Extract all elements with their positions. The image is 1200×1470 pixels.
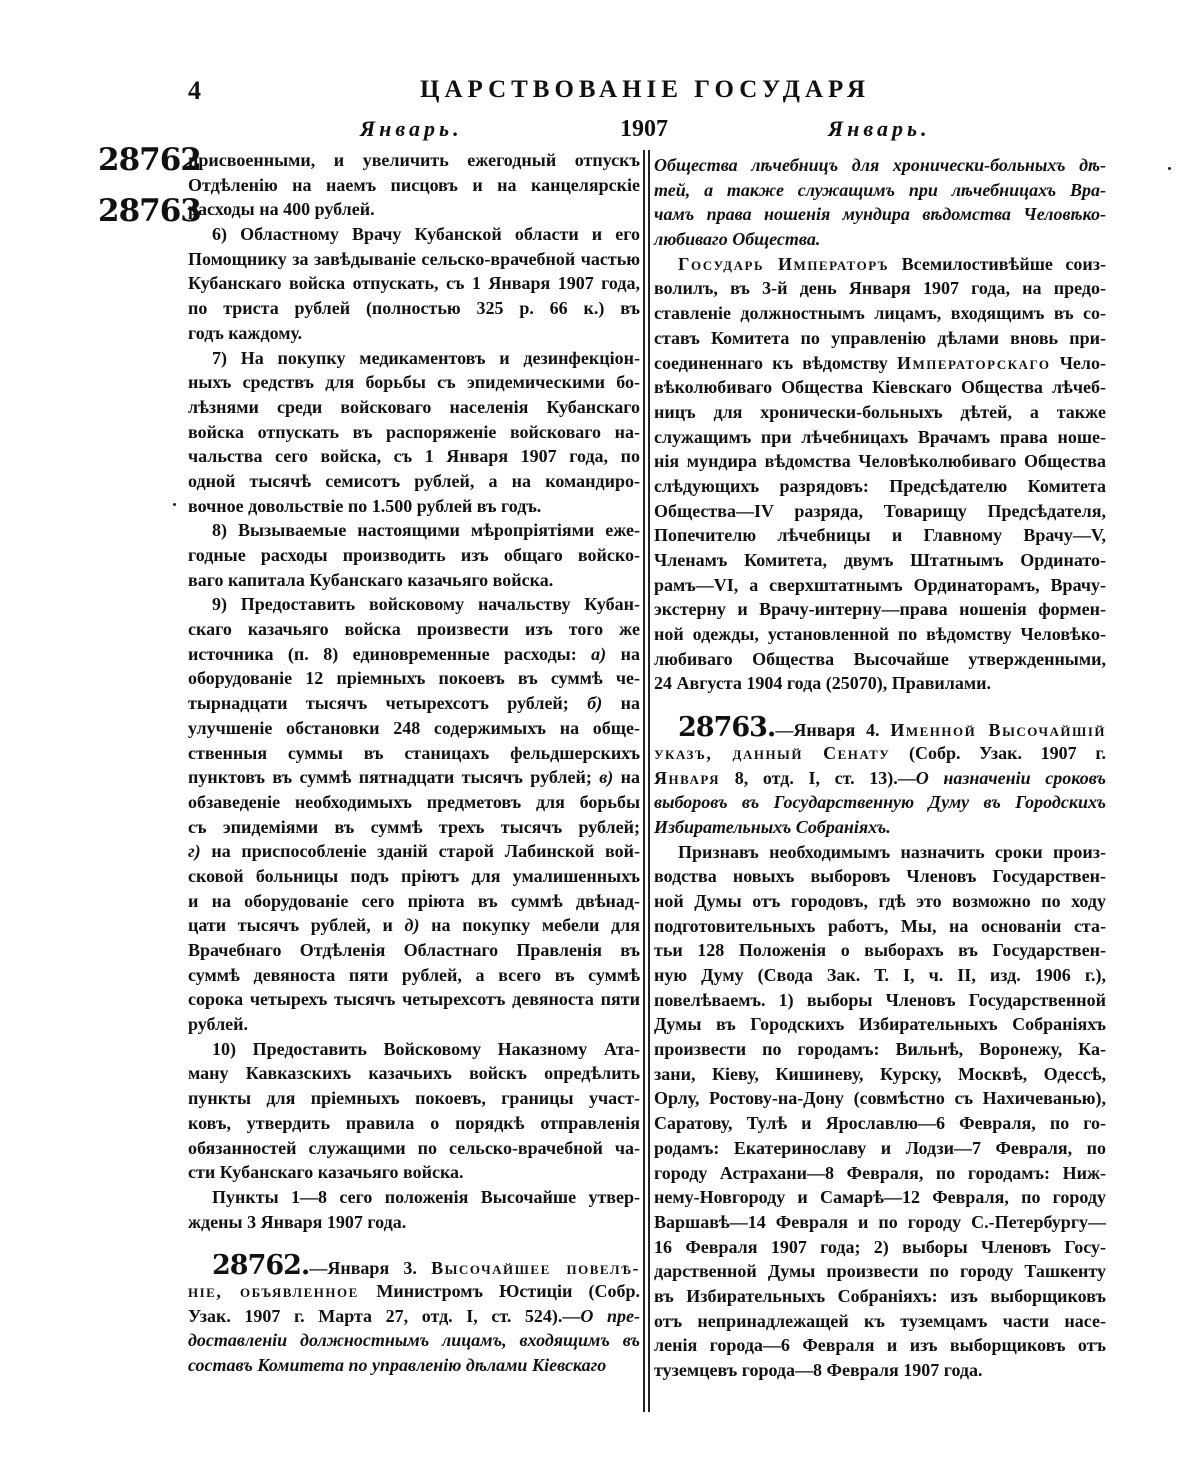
text-line: годъ каждому. [188,322,303,343]
text-line: ственныя суммы въ станицахъ фельдшерскихъ [188,742,640,763]
italic-text: составъ Комитета по управленію дѣлами Кіевскаго [188,1355,607,1375]
text-line [188,913,640,938]
text-line: ленія города—6 Февраля и изъ выборщиковъ отъ [654,1335,1106,1356]
text-line: ной Думы отъ городовъ, гдѣ это возможно по ходу [654,890,1106,911]
text-line: служащимъ при лѣчебницахъ Врачамъ права ноше- [654,426,1106,447]
text-line [654,227,1106,252]
text-line [654,741,1106,766]
text-line: нему-Новгороду и Самарѣ—12 Февраля, по городу [654,1187,1106,1208]
print-speck [1168,167,1171,170]
text-line: ману Кавказскихъ казачьихъ войскъ опредѣлить [188,1063,640,1084]
text-line: повелѣваемъ. 1) выборы Членовъ Государственной [654,989,1106,1010]
text-line: сковой больницы подъ пріютъ для умалишенныхъ [188,865,640,886]
text-run: на [613,767,641,788]
left-column [188,148,640,1378]
column-divider [648,150,650,1412]
paragraph [188,592,640,1036]
text-line: по триста рублей (полностью 325 р. 66 к.) въ [188,298,640,319]
text-run: источника (п. 8) единовременные расходы: [188,643,592,664]
text-line: городу Астрахани—8 Февраля, по городамъ: Ниж- [654,1162,1106,1183]
text-line [188,1353,640,1378]
paragraph [654,153,1106,252]
text-line [188,765,640,790]
text-line: рублей. [188,1014,249,1035]
text-line: ставленіе должностнымъ лицамъ, входящимъ въ со- [654,303,1106,324]
text-line: Пункты 1—8 сего положенія Высочайше утвер- [212,1186,640,1207]
text-line: слѣдующихъ разрядовъ: Предсѣдателю Комитета [654,475,1106,496]
text-run: —Января 3. [309,1258,432,1279]
text-run: 8, отд. I, ст. 13).— [720,767,916,788]
text-line: 6) Областному Врачу Кубанской области и его [212,224,640,245]
text-line: Варшавѣ—14 Февраля и по городу С.-Петербургу— [654,1211,1106,1232]
italic-text: доставленіи должностнымъ лицамъ, входящимъ въ [188,1330,640,1351]
text-line [654,153,1106,178]
text-line [654,815,1106,840]
text-line [188,691,640,716]
text-line: скаго казачьяго войска произвести изъ того же [188,619,640,640]
text-line: туземцевъ города—8 Февраля 1907 года. [654,1360,983,1380]
paragraph [188,148,640,222]
italic-text: тей, а также служащимъ при лѣчебницахъ Вра- [654,179,1106,200]
text-line: сорока четырехъ тысячъ четырехсотъ девяноста пяти [188,989,640,1010]
text-line: ковъ, утвердить правила о порядкѣ отправленія [188,1112,640,1133]
small-caps-text: Высочайшее повелѣ- [431,1258,640,1279]
small-caps-text: указъ, данный Сенату [654,742,891,763]
text-run: на приспособленіе зданій старой Лабинской вой- [200,841,640,862]
paragraph [188,518,640,592]
text-line: отъ непринадлежащей къ туземцамъ части насе- [654,1310,1106,1331]
text-run: Узак. 1907 г. Марта 27, отд. I, ст. 524).— [188,1305,581,1326]
text-line: ждены 3 Января 1907 года. [188,1211,407,1232]
right-column [654,153,1106,1383]
italic-text: д) [404,915,420,936]
paragraph [654,252,1106,696]
text-line: расходы на 400 рублей. [188,199,375,220]
italic-text: в) [599,767,614,788]
small-caps-text: Государь Императоръ [678,253,890,274]
text-line: ныхъ средствъ для борьбы съ эпидемическими бо- [188,372,640,393]
text-line: 10) Предоставить Войсковому Наказному Ата- [212,1038,640,1059]
entry-heading [654,712,1106,839]
page-number: 4 [188,76,201,105]
text-line: пункты для пріемныхъ покоевъ, границы участ- [188,1088,640,1109]
text-line [654,252,1106,277]
text-line [654,351,1106,376]
text-line: войска отпускать въ распоряженіе войсковаго на- [188,421,640,442]
text-run: пунктовъ въ суммѣ пятнадцати тысячъ рублей; [188,767,600,788]
text-line: Врачебнаго Отдѣленія Областнаго Правленія въ [188,940,640,960]
text-line: ную Думу (Свода Зак. Т. I, ч. II, изд. 1906 г.), [654,965,1106,985]
text-line [654,202,1106,227]
text-line: 9) Предоставить войсковому начальству Кубан- [212,594,640,615]
month-right: Январь. [828,116,931,141]
text-line: обзаведеніе необходимыхъ предметовъ для борьбы [188,791,640,812]
italic-text: Избирательныхъ Собраніяхъ. [654,816,891,837]
text-line: чальства сего войска, съ 1 Января 1907 года, по [188,446,640,467]
paragraph [188,222,640,345]
text-line: ваго капитала Кубанскаго казачьяго войска. [188,569,554,590]
entry-heading [188,1250,640,1377]
italic-text: б) [587,693,603,714]
text-run: (Собр. Узак. 1907 г. [890,742,1106,763]
text-line [188,1328,640,1353]
text-line: суммѣ девяноста пяти рублей, а всего въ суммѣ [188,964,640,985]
text-line: Общества—IV разряда, Товарищу Предсѣдателя, [654,500,1106,521]
text-run: цати тысячъ рублей, и [188,915,405,936]
text-line: улучшеніе обстановки 248 содержимыхъ на обще- [188,717,640,738]
small-caps-text: ніе, объявленное [188,1280,377,1301]
text-line: Саратову, Тулѣ и Ярославлю—6 Февраля, по го- [654,1113,1106,1134]
italic-text: любиваго Общества. [654,229,821,250]
text-run: на [606,643,640,664]
text-line: рамъ—VI, а сверхштатнымъ Ординаторамъ, Врачу- [654,574,1106,595]
text-line: и на оборудованіе сего пріюта въ суммѣ двѣнад- [188,890,640,911]
text-line: съ эпидеміями въ суммѣ трехъ тысячъ рублей; [188,816,640,837]
text-line [188,839,640,864]
text-line [188,642,640,667]
running-title: ЦАРСТВОВАНІЕ ГОСУДАРЯ [420,76,871,103]
text-run: Министромъ Юстиціи (Собр. [376,1280,640,1301]
text-line: Отдѣленію на наемъ писцовъ и на канцелярскіе [188,174,640,195]
text-line: оборудованіе 12 пріемныхъ покоевъ въ суммѣ че- [188,668,640,689]
text-line: любиваго Общества Высочайше утвержденными, [654,648,1106,669]
entry-number: 28762. [212,1250,310,1282]
text-run: на [602,693,640,714]
text-line: водства новыхъ выборовъ Членовъ Государствен- [654,866,1106,887]
text-line: Попечителю лѣчебницы и Главному Врачу—V, [654,525,1106,546]
italic-text: чамъ права ношенія мундира вѣдомства Человѣко- [654,204,1106,225]
text-line: годные расходы производить изъ общаго войско- [188,545,640,565]
text-run: —Января 4. [775,720,891,741]
text-line: нія мундира вѣдомства Человѣколюбиваго Общества [654,451,1106,472]
text-line: подготовительныхъ работъ, Мы, на основаніи ста- [654,915,1106,936]
text-line: обязанностей служащими по сельско-врачебной ча- [188,1137,640,1158]
text-line [654,790,1106,815]
text-line: одной тысячѣ семисотъ рублей, а на командиро- [188,470,640,491]
text-line: Кубанскаго войска отпускать, съ 1 Января 1907 года, [188,273,640,294]
small-caps-text: Января [654,767,721,788]
small-caps-text: Именной Высочайшій [890,720,1106,741]
text-line: Орлу, Ростову-на-Дону (совмѣстно съ Нахичеванью), [654,1088,1106,1109]
text-line: ставъ Комитета по управленію дѣлами вновь при- [654,327,1106,348]
entry-number: 28763. [678,712,776,744]
paragraph [188,346,640,519]
text-line: 8) Вызываемые настоящими мѣропріятіями еже- [212,520,640,541]
month-left: Январь. [360,116,463,141]
margin-entry-number: 28763 [98,193,201,229]
text-line [654,766,1106,791]
text-line: лѣзнями среди войсковаго населенія Кубанскаго [188,396,640,417]
year: 1907 [620,116,668,142]
paragraph [188,1037,640,1185]
text-line [188,1250,640,1282]
text-line: родамъ: Екатеринославу и Лодзи—7 Февраля, по [654,1137,1106,1158]
text-line: 7) На покупку медикаментовъ и дезинфекціон- [212,347,640,368]
text-line: ницъ для хронически-больныхъ дѣтей, а также [654,401,1106,422]
small-caps-text: Императорскаго [896,352,1051,373]
text-line [188,1279,640,1304]
text-line: экстерну и Врачу-интерну—права ношенія формен- [654,599,1106,620]
text-line: тьи 128 Положенія о выборахъ въ Государствен- [654,940,1106,961]
text-run: Всемилостивѣйше соиз- [889,253,1106,274]
text-line: вѣколюбиваго Общества Кіевскаго Общества лѣчеб- [654,377,1106,398]
text-line: волилъ, въ 3-й день Января 1907 года, на предо- [654,278,1106,299]
column-divider [643,150,645,1412]
print-speck [173,503,176,506]
italic-text: Общества лѣчебницъ для хронически-больныхъ дѣ- [654,155,1106,175]
text-line: присвоенными, и увеличить ежегодный отпускъ [188,150,640,170]
text-line: сти Кубанскаго казачьяго войска. [188,1162,464,1183]
text-line: Помощнику за завѣдываніе сельско-врачебной частью [188,248,640,269]
italic-text: г) [188,841,201,862]
text-line [188,1304,640,1329]
italic-text: О назначеніи сроковъ [915,767,1106,788]
text-run: тырнадцати тысячъ четырехсотъ рублей; [188,693,588,714]
paragraph [188,1185,640,1234]
text-line: въ Избирательныхъ Собраніяхъ: изъ выборщиковъ [654,1285,1106,1306]
text-line: Признавъ необходимымъ назначить сроки произ- [678,841,1106,862]
text-line: 24 Августа 1904 года (25070), Правилами. [654,673,992,694]
text-line: Думы въ Городскихъ Избирательныхъ Собраніяхъ [654,1014,1106,1035]
text-line: произвести по городамъ: Вильнѣ, Воронежу, Ка- [654,1039,1106,1060]
text-line: дарственной Думы произвести по городу Ташкенту [654,1261,1106,1282]
italic-text: а) [591,643,607,664]
paragraph [654,840,1106,1383]
text-line: зани, Кіеву, Кишиневу, Курску, Москвѣ, Одессѣ, [654,1063,1106,1084]
text-line [654,712,1106,744]
text-line [654,178,1106,203]
text-line: 16 Февраля 1907 года; 2) выборы Членовъ Госу- [654,1236,1106,1257]
text-line: вочное довольствіе по 1.500 рублей въ годъ. [188,495,542,516]
text-line: ной одежды, установленной по вѣдомству Человѣко- [654,624,1106,645]
text-run: на покупку мебели для [419,915,640,936]
text-run: Чело- [1050,352,1106,373]
italic-text: О пре- [580,1305,640,1326]
text-run: соединеннаго къ вѣдомству [654,352,897,373]
margin-entry-number: 28762 [98,142,201,178]
italic-text: выборовъ въ Государственную Думу въ Городскихъ [654,792,1106,813]
text-line: Членамъ Комитета, двумъ Штатнымъ Ординато- [654,550,1106,570]
